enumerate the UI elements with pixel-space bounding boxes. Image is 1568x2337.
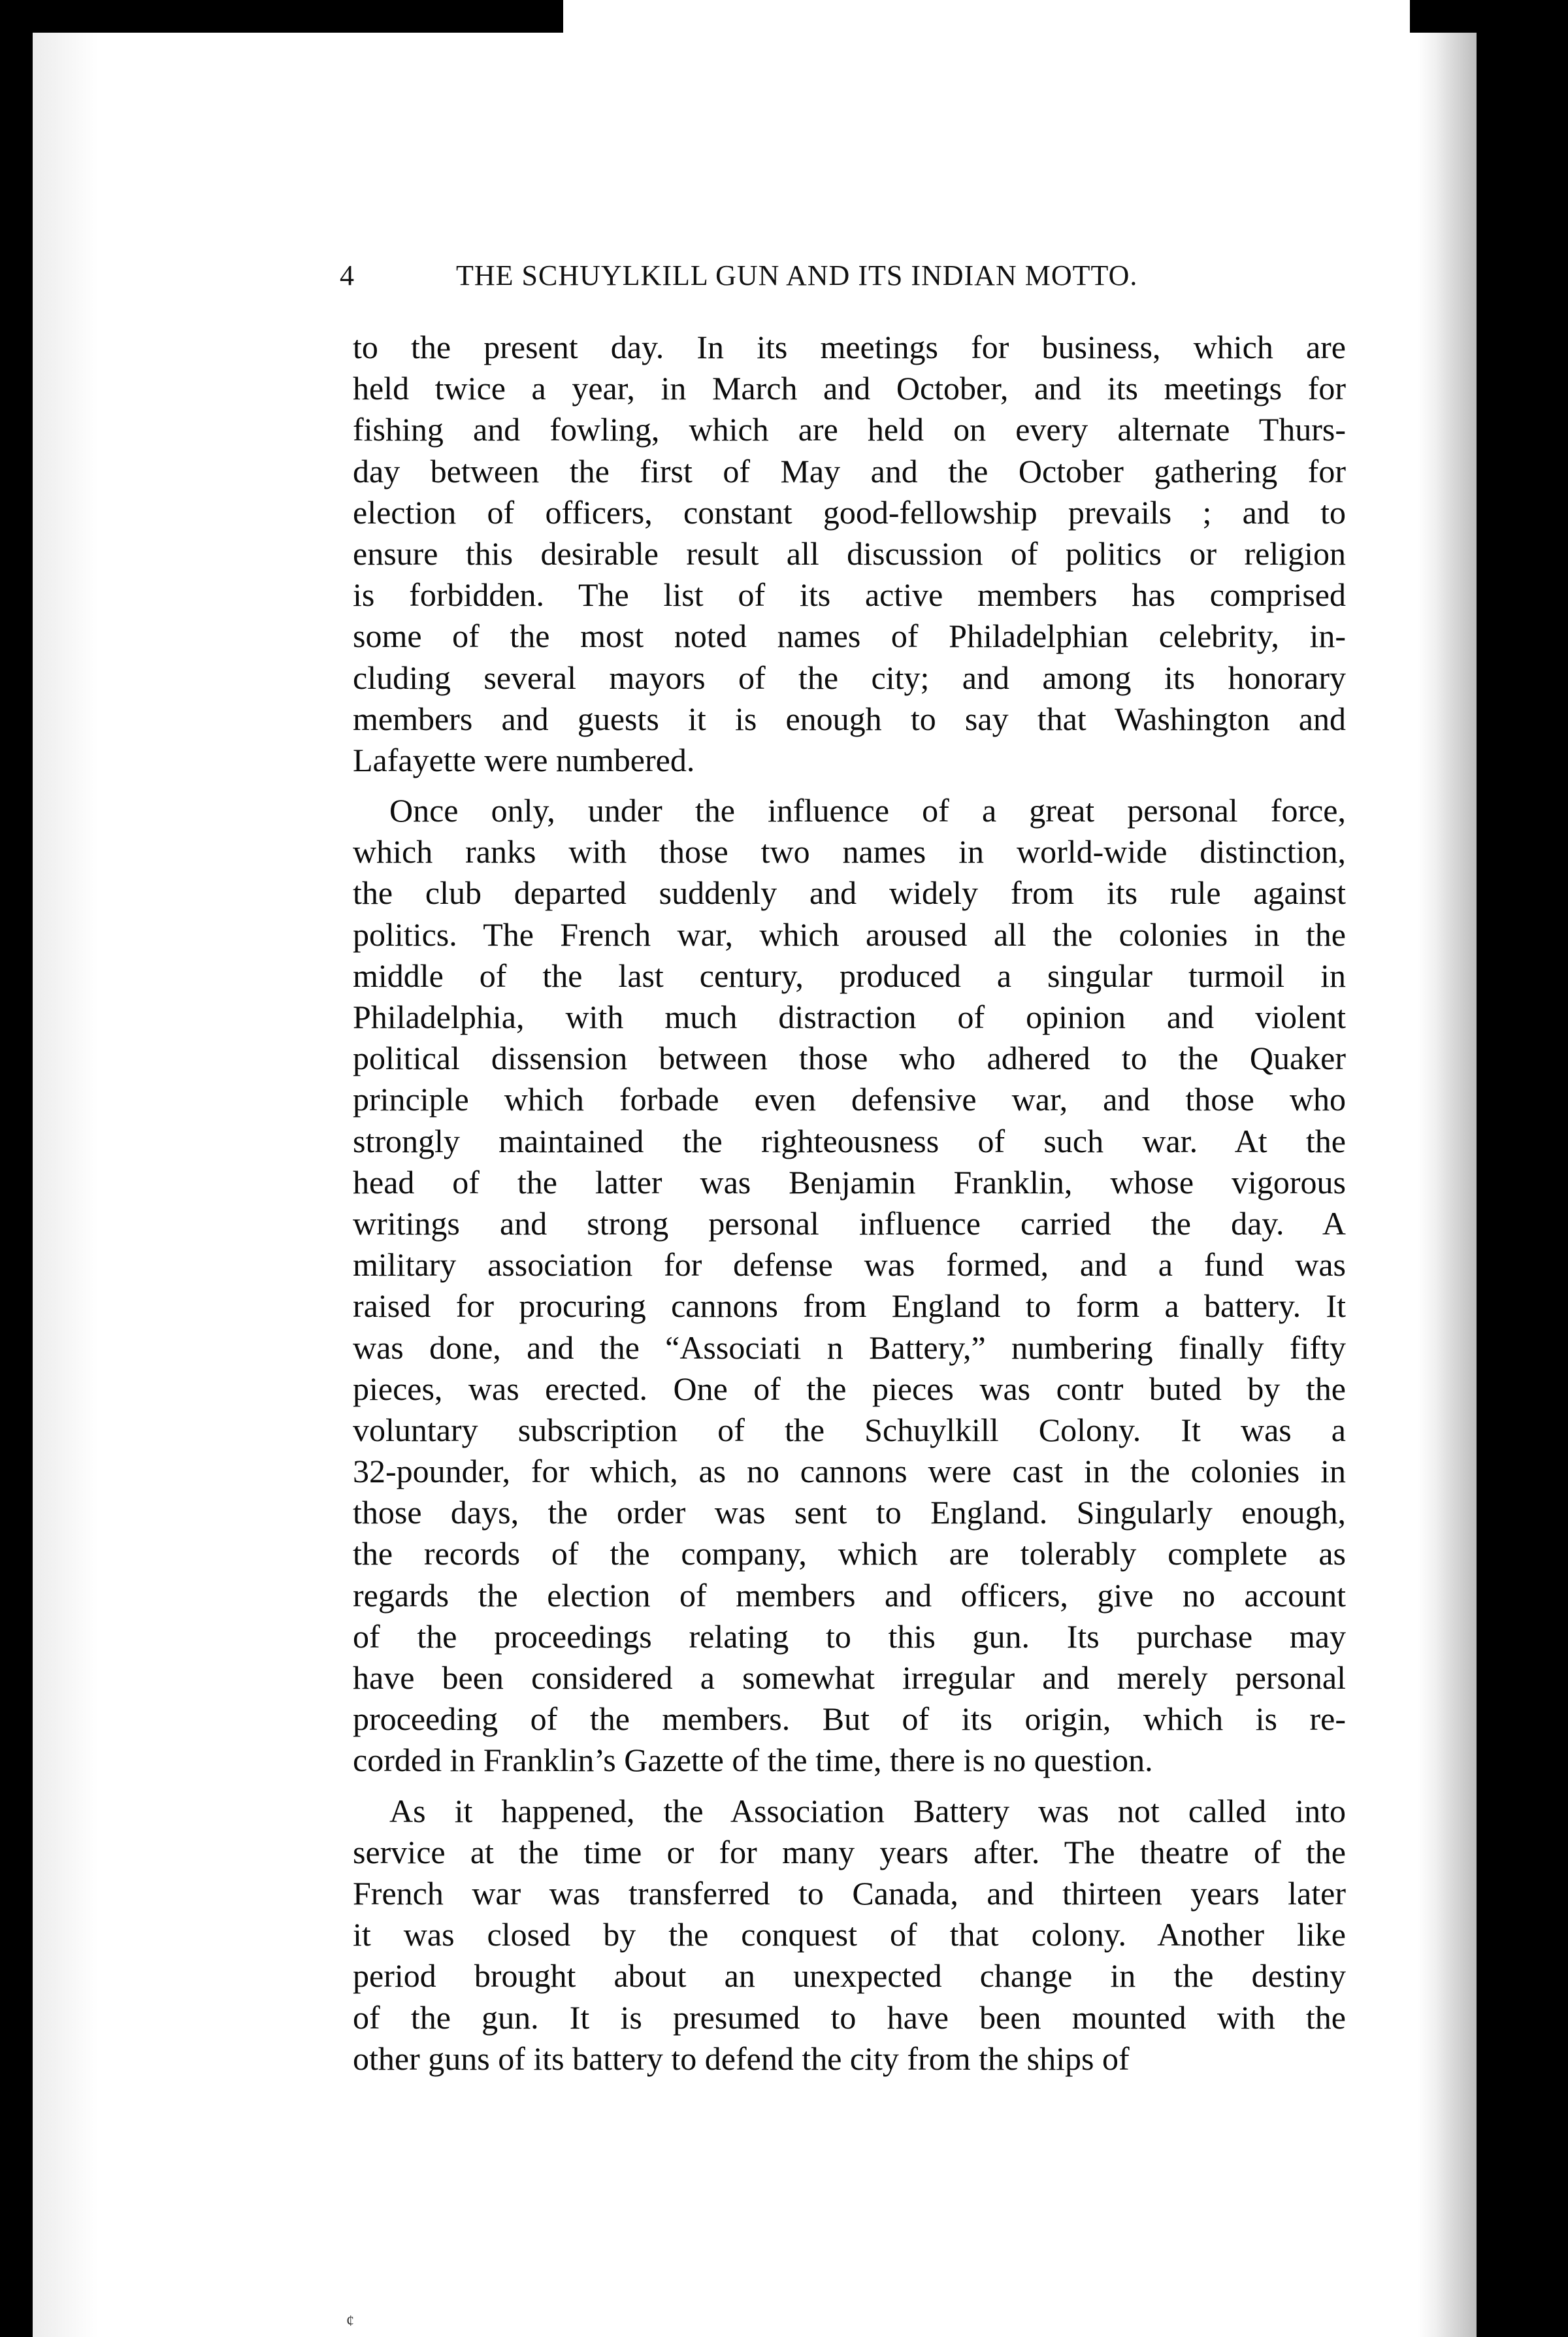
text-line: members and guests it is enough to say that Washington and: [353, 700, 1346, 737]
text-line: it was closed by the conquest of that colony. Another like: [353, 1916, 1346, 1953]
top-strip: [563, 0, 1410, 35]
paragraph: [353, 1791, 1346, 2080]
text-line: cluding several mayors of the city; and among its honorary: [353, 659, 1346, 696]
text-line: proceeding of the members. But of its origin, which is re-: [353, 1700, 1346, 1738]
page-right-shadow: [1418, 33, 1477, 2337]
text-line: of the proceedings relating to this gun. Its purchase may: [353, 1617, 1346, 1655]
text-line: of the gun. It is presumed to have been mounted with the: [353, 1998, 1346, 2036]
text-line: politics. The French war, which aroused all the colonies in the: [353, 916, 1346, 953]
text-line: principle which forbade even defensive war, and those who: [353, 1081, 1346, 1118]
text-line: political dissension between those who adhered to the Quaker: [353, 1040, 1346, 1077]
footer-mark: ¢: [346, 2313, 354, 2330]
body-text: [353, 327, 1346, 2080]
running-title: THE SCHUYLKILL GUN AND ITS INDIAN MOTTO.: [456, 259, 1138, 291]
text-line: was done, and the “Associati n Battery,” numbering finally fifty: [353, 1329, 1346, 1366]
text-line: writings and strong personal influence carried the day. A: [353, 1204, 1346, 1242]
text-line: those days, the order was sent to England. Singularly enough,: [353, 1494, 1346, 1531]
text-line: Philadelphia, with much distraction of opinion and violent: [353, 999, 1346, 1035]
text-line: military association for defense was formed, and a fund was: [353, 1246, 1346, 1284]
text-line: strongly maintained the righteousness of such war. At the: [353, 1122, 1346, 1159]
text-line: voluntary subscription of the Schuylkill Colony. It was a: [353, 1411, 1346, 1448]
text-line: the club departed suddenly and widely from its rule against: [353, 874, 1346, 912]
text-line: regards the election of members and officers, give no account: [353, 1576, 1346, 1614]
text-line-content: As it happened, the Association Battery was not called into: [389, 1792, 1346, 1829]
text-line: [353, 1791, 1346, 1832]
paragraph: [353, 790, 1346, 1782]
text-line: fishing and fowling, which are held on every alternate Thurs-: [353, 411, 1346, 448]
text-line: French war was transferred to Canada, and thirteen years later: [353, 1874, 1346, 1912]
text-line: service at the time or for many years after. The theatre of the: [353, 1833, 1346, 1870]
text-line: [353, 790, 1346, 831]
page-left-edge: [33, 33, 98, 2337]
page-number: 4: [340, 259, 355, 291]
text-line: corded in Franklin’s Gazette of the time, there is no question.: [353, 1742, 1153, 1779]
text-line: head of the latter was Benjamin Franklin, whose vigorous: [353, 1163, 1346, 1201]
text-line: Lafayette were numbered.: [353, 741, 695, 778]
text-line: period brought about an unexpected change in the destiny: [353, 1957, 1346, 1995]
text-line: 32-pounder, for which, as no cannons were cast in the colonies in: [353, 1453, 1346, 1490]
text-line: have been considered a somewhat irregular and merely personal: [353, 1659, 1346, 1696]
text-line: the records of the company, which are tolerably complete as: [353, 1535, 1346, 1572]
running-head: [340, 259, 1359, 311]
text-line: day between the first of May and the October gathering for: [353, 452, 1346, 489]
paragraph: [353, 327, 1346, 781]
text-line: is forbidden. The list of its active members has comprised: [353, 576, 1346, 614]
text-line: election of officers, constant good-fellowship prevails ; and to: [353, 493, 1346, 531]
text-line: raised for procuring cannons from England to form a battery. It: [353, 1287, 1346, 1325]
text-line: some of the most noted names of Philadelphian celebrity, in-: [353, 618, 1346, 655]
text-line: to the present day. In its meetings for business, which are: [353, 329, 1346, 365]
text-line: which ranks with those two names in world-wide distinction,: [353, 833, 1346, 870]
text-line-content: Once only, under the influence of a great personal force,: [389, 792, 1346, 829]
text-line: other guns of its battery to defend the city from the ships of: [353, 2040, 1130, 2077]
text-line: pieces, was erected. One of the pieces was contr buted by the: [353, 1370, 1346, 1407]
text-line: middle of the last century, produced a singular turmoil in: [353, 957, 1346, 994]
text-line: held twice a year, in March and October, and its meetings for: [353, 370, 1346, 407]
text-line: ensure this desirable result all discussion of politics or religion: [353, 535, 1346, 572]
